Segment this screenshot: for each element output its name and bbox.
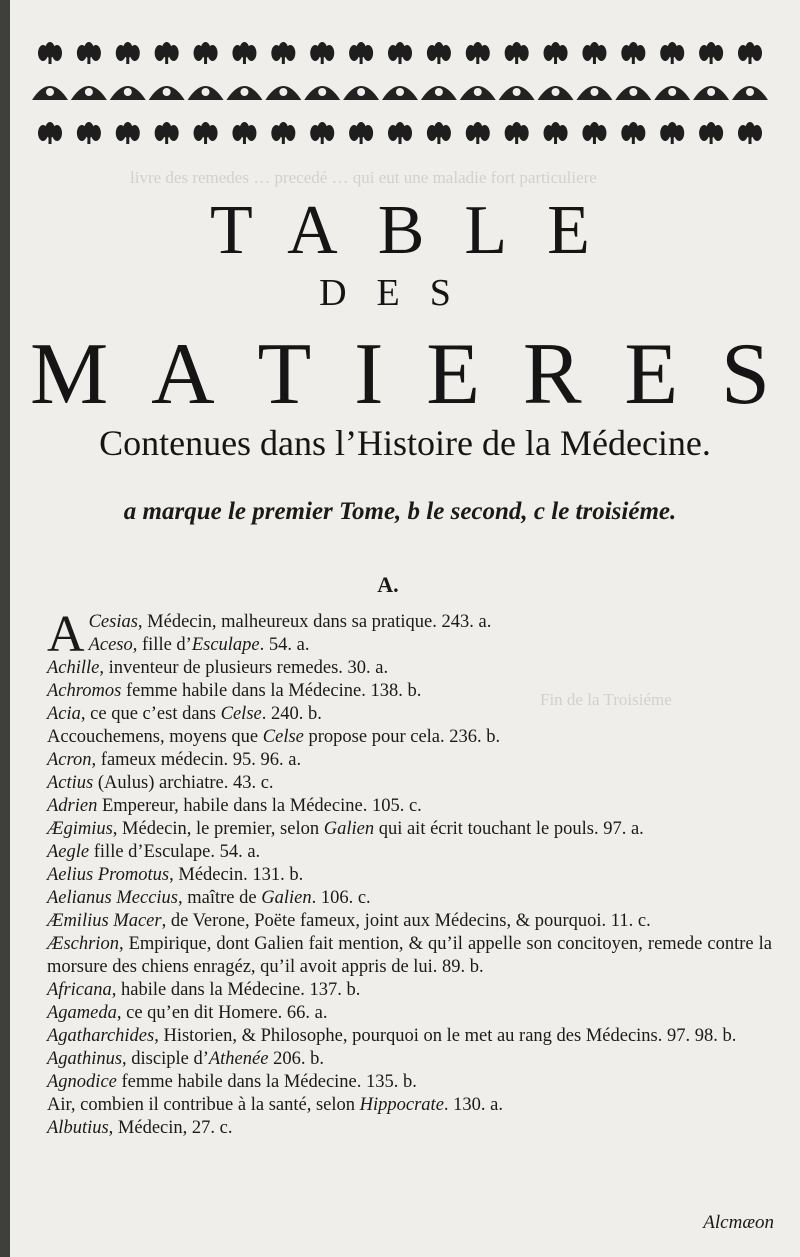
ornament-motif	[265, 86, 301, 100]
ornament-motif	[505, 122, 529, 144]
index-entry	[47, 1117, 772, 1140]
ornament-motif	[544, 122, 568, 144]
catchword: Alcmæon	[703, 1212, 774, 1233]
entry-text: , ce qu’en dit Homere. 66. a.	[116, 1003, 328, 1023]
index-entry	[47, 634, 772, 657]
entry-text: . 240. b.	[261, 704, 322, 724]
ornament-motif	[615, 86, 651, 100]
index-entry	[47, 749, 772, 772]
index-entry	[47, 772, 772, 795]
ornament-motif	[116, 42, 140, 64]
entry-term: Actius	[47, 773, 94, 793]
ornament-motif	[582, 122, 606, 144]
ornament-motif	[466, 42, 490, 64]
ornament-motif	[116, 122, 140, 144]
ornament-motif	[382, 86, 418, 100]
ornament-motif	[621, 122, 645, 144]
ornament-motif	[194, 122, 218, 144]
entry-text: (Aulus) archiatre. 43. c.	[93, 773, 274, 793]
entry-term: Galien	[261, 888, 312, 908]
ornament-motif	[738, 42, 762, 64]
ornament-motif	[149, 86, 185, 100]
entry-text: , fille d’	[132, 635, 192, 655]
entry-term: Acia	[47, 704, 81, 724]
entry-term: Africana	[47, 980, 112, 1000]
bleed-through-text: Fin de la Troisiéme	[540, 690, 672, 709]
ornament-motif	[699, 122, 723, 144]
entry-term: Adrien	[47, 796, 98, 816]
title-letter: R	[522, 326, 582, 423]
index-entry	[47, 933, 772, 979]
ornament-motif	[427, 122, 451, 144]
entry-text: , Historien, & Philosophe, pourquoi on le met au rang des Médecins. 97. 98. b.	[154, 1026, 737, 1046]
ornament-motif	[343, 86, 379, 100]
entry-term: Aelius Promotus	[47, 865, 170, 885]
ornament-motif	[693, 86, 729, 100]
ornament-motif	[226, 86, 262, 100]
ornament-motif	[466, 122, 490, 144]
entry-term: Achromos	[47, 681, 122, 701]
entry-text: Accouchemens, moyens que	[47, 727, 263, 747]
drop-cap: A	[47, 606, 85, 663]
ornament-motif	[349, 122, 373, 144]
ornament-motif	[421, 86, 457, 100]
page-binding-edge	[0, 0, 10, 1257]
ornament-motif	[660, 42, 684, 64]
entry-text: , Médecin, le premier, selon	[112, 819, 324, 839]
entry-term: Albutius	[47, 1118, 109, 1138]
title-letter: I	[354, 326, 384, 423]
index-entry	[47, 703, 772, 726]
entry-text: Empereur, habile dans la Médecine. 105. c.	[97, 796, 422, 816]
entry-text: , disciple d’	[122, 1049, 209, 1069]
entry-text: , de Verone, Poëte fameux, joint aux Médecins, & pourquoi. 11. c.	[161, 911, 651, 931]
entry-text: , Médecin, 27. c.	[108, 1118, 233, 1138]
entry-text: , habile dans la Médecine. 137. b.	[111, 980, 361, 1000]
entry-term: Celse	[262, 727, 304, 747]
entry-term: Achille	[47, 658, 100, 678]
entry-text: femme habile dans la Médecine. 138. b.	[121, 681, 422, 701]
entry-text: , inventeur de plusieurs remedes. 30. a.	[99, 658, 389, 678]
ornament-motif	[538, 86, 574, 100]
ornament-motif	[271, 122, 295, 144]
ornament-motif	[155, 122, 179, 144]
ornament-motif	[77, 122, 101, 144]
entry-term: Aelianus Meccius	[47, 888, 178, 908]
entry-term: Agatharchides	[47, 1026, 155, 1046]
ornament-motif	[188, 86, 224, 100]
index-entry	[47, 680, 772, 703]
ornament-motif	[388, 42, 412, 64]
entry-term: Athenée	[208, 1049, 269, 1069]
ornament-motif	[460, 86, 496, 100]
entry-text: , Médecin. 131. b.	[169, 865, 304, 885]
entry-text: . 54. a.	[259, 635, 310, 655]
ornament-motif	[621, 42, 645, 64]
ornament-motif	[155, 42, 179, 64]
index-entry	[47, 1025, 772, 1048]
entry-text: . 106. c.	[311, 888, 371, 908]
title-table: TABLE	[210, 192, 630, 269]
entry-text: propose pour cela. 236. b.	[303, 727, 501, 747]
entry-text: fille d’Esculape. 54. a.	[89, 842, 261, 862]
entry-term: Agnodice	[47, 1072, 117, 1092]
entry-text: qui ait écrit touchant le pouls. 97. a.	[374, 819, 644, 839]
title-matieres	[30, 326, 770, 423]
entry-term: Æmilius Macer	[47, 911, 162, 931]
entry-term: Acron	[47, 750, 92, 770]
index-entry	[47, 979, 772, 1002]
ornament-motif	[310, 122, 334, 144]
index-entry	[47, 726, 772, 749]
entry-term: Hippocrate	[359, 1095, 444, 1115]
index-entry	[47, 818, 772, 841]
ornament-motif	[110, 86, 146, 100]
index-entry	[47, 887, 772, 910]
entry-text: , fameux médecin. 95. 96. a.	[91, 750, 302, 770]
index-entry	[47, 841, 772, 864]
section-letter: A.	[377, 572, 399, 597]
entry-text: 206. b.	[268, 1049, 324, 1069]
entry-text: Air, combien il contribue à la santé, selon	[47, 1095, 360, 1115]
index-entry	[47, 1002, 772, 1025]
index-entry	[47, 657, 772, 680]
ornament-motif	[271, 42, 295, 64]
entry-text: , Médecin, malheureux dans sa pratique. 243. a.	[137, 612, 492, 632]
entry-text: . 130. a.	[443, 1095, 503, 1115]
volume-legend: a marque le premier Tome, b le second, c le troisiéme.	[123, 498, 677, 525]
index-entry	[47, 864, 772, 887]
ornament-motif	[232, 42, 256, 64]
ornament-motif	[71, 86, 107, 100]
ornament-motif	[77, 42, 101, 64]
ornament-motif	[499, 86, 535, 100]
title-letter: E	[426, 326, 481, 423]
entry-term: Ægimius	[47, 819, 113, 839]
ornament-motif	[582, 42, 606, 64]
entry-term: Cesias	[88, 612, 138, 632]
index-entries	[47, 606, 772, 1140]
ornament-motif	[576, 86, 612, 100]
index-entry	[47, 1071, 772, 1094]
ornament-motif	[38, 122, 62, 144]
ornament-motif	[32, 86, 68, 100]
entry-text: , ce que c’est dans	[80, 704, 221, 724]
title-letter: E	[624, 326, 679, 423]
ornament-motif	[732, 86, 768, 100]
ornament-motif	[232, 122, 256, 144]
index-entry	[47, 910, 772, 933]
entry-text: , maître de	[178, 888, 262, 908]
title-letter: S	[721, 326, 770, 423]
ornament-motif	[544, 42, 568, 64]
entry-term: Esculape	[191, 635, 260, 655]
bleed-through-text: livre des remedes … precedé … qui eut une maladie fort particuliere	[130, 168, 597, 187]
ornament-motif	[427, 42, 451, 64]
title-letter: T	[257, 326, 312, 423]
ornament-motif	[738, 122, 762, 144]
entry-term: Galien	[323, 819, 375, 839]
ornament-motif	[38, 42, 62, 64]
ornament-motif	[699, 42, 723, 64]
title-letter: A	[151, 326, 215, 423]
entry-term: Aegle	[47, 842, 90, 862]
ornament-motif	[660, 122, 684, 144]
ornament-motif	[310, 42, 334, 64]
ornament-motif	[349, 42, 373, 64]
entry-term: Agathinus	[47, 1049, 123, 1069]
ornament-motif	[505, 42, 529, 64]
ornament-motif	[194, 42, 218, 64]
ornament-motif	[304, 86, 340, 100]
index-entry	[47, 795, 772, 818]
entry-term: Celse	[220, 704, 262, 724]
entry-term: Agameda	[47, 1003, 117, 1023]
subtitle: Contenues dans l’Histoire de la Médecine.	[99, 423, 711, 463]
index-entry	[47, 1048, 772, 1071]
entry-text: , Empirique, dont Galien fait mention, & qu’il appelle son concitoyen, remede contre la morsure des chiens enragéz, qu’il avoit appris de lui. 89. b.	[47, 934, 772, 977]
decorative-headpiece	[30, 38, 770, 148]
entry-term: Æschrion	[47, 934, 119, 954]
index-entry	[47, 1094, 772, 1117]
entry-term: Aceso	[88, 635, 133, 655]
entry-text: femme habile dans la Médecine. 135. b.	[116, 1072, 417, 1092]
title-des: DES	[319, 272, 481, 314]
ornament-motif	[654, 86, 690, 100]
ornament-motif	[388, 122, 412, 144]
title-letter: M	[30, 326, 109, 423]
